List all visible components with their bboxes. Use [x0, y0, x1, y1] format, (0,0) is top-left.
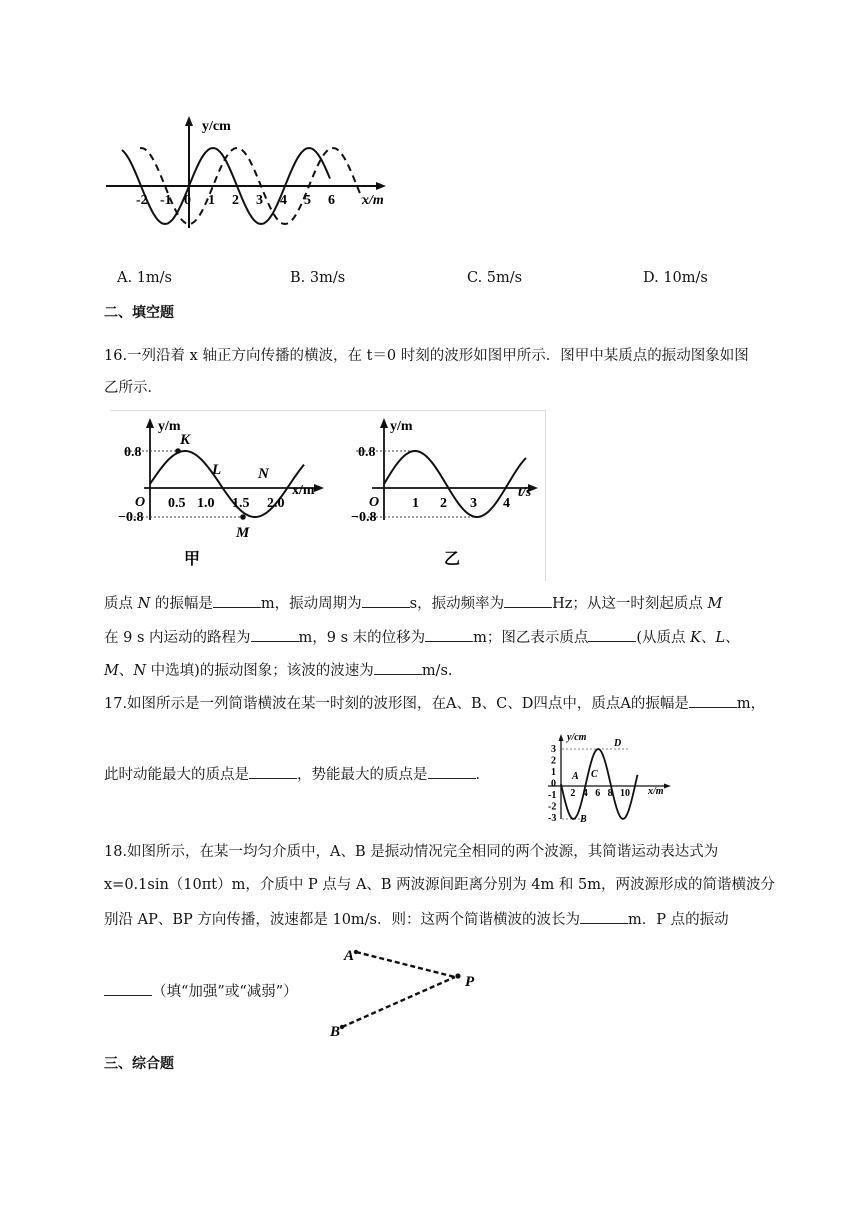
x-tick-label: -2: [136, 193, 148, 208]
yi-y-top: 0.8: [358, 445, 376, 460]
section-2-heading: 二、填空题: [104, 305, 174, 321]
q16-figure-yi: [346, 414, 546, 574]
answer-blank[interactable]: [588, 627, 636, 642]
answer-blank[interactable]: [428, 764, 476, 779]
q17-x-tick: 2: [570, 788, 576, 799]
jia-y-label: y/m: [158, 419, 181, 434]
q17-x-label: x/m: [648, 786, 664, 797]
jia-y-top: 0.8: [124, 445, 142, 460]
yi-tick: 3: [470, 496, 477, 511]
q18-line3: 别沿 AP、BP 方向传播，波速都是 10m/s．则：这两个简谐横波的波长为 m．P 点的振动: [104, 909, 729, 930]
point-k: K: [180, 432, 191, 448]
x-tick-label: 4: [280, 193, 287, 208]
option-d: D. 10m/s: [643, 270, 708, 286]
top-wave-figure: [100, 112, 400, 232]
q16-para-line2: 在 9 s 内运动的路程为 m，9 s 末的位移为 m；图乙表示质点 (从质点 K、L、: [104, 627, 740, 648]
x-tick-label: 6: [328, 193, 335, 208]
yi-tick: 4: [503, 496, 510, 511]
x-tick-label: 2: [232, 193, 239, 208]
q17-y-tick: 3: [551, 744, 556, 755]
answer-blank[interactable]: [213, 593, 261, 608]
answer-blank[interactable]: [249, 764, 297, 779]
answer-blank[interactable]: [251, 627, 299, 642]
q17-y-tick: 1: [551, 767, 556, 778]
source-b-label: B: [330, 1024, 341, 1040]
x-tick-label: 3: [256, 193, 263, 208]
point-m: M: [236, 525, 250, 541]
jia-y-bottom: −0.8: [118, 510, 144, 525]
answer-blank[interactable]: [504, 593, 552, 608]
y-axis-label: y/cm: [202, 119, 231, 134]
q17-point-a: A: [572, 771, 579, 782]
q17-y-tick: -3: [548, 813, 557, 824]
yi-tick: 1: [412, 496, 419, 511]
source-a-label: A: [344, 948, 355, 964]
answer-blank[interactable]: [425, 627, 473, 642]
q17-x-tick: 10: [620, 788, 630, 799]
q17-line1: 17.如图所示是一列简谐横波在某一时刻的波形图，在A、B、C、D四点中，质点A的振幅是 m，: [104, 693, 765, 714]
q16-figure-jia: [118, 414, 328, 574]
q16-para-line1: 质点 N 的振幅是 m，振动周期为 s，振动频率为 Hz；从这一时刻起质点 M: [104, 593, 722, 614]
q18-line1: 18.如图所示，在某一均匀介质中，A、B 是振动情况完全相同的两个波源，其简谐运动表达式为: [104, 844, 719, 860]
answer-blank[interactable]: [362, 593, 410, 608]
q17-point-d: D: [614, 738, 622, 749]
answer-blank[interactable]: [580, 909, 628, 924]
x-tick-label: 0: [184, 193, 191, 208]
point-n: N: [258, 466, 269, 482]
q18-line4: （填“加强”或“减弱”）: [104, 981, 298, 1002]
jia-tick: 1.5: [232, 496, 250, 511]
point-p-label: P: [465, 974, 475, 990]
q17-y-tick: 2: [551, 755, 556, 767]
q16-line2: 乙所示．: [104, 380, 162, 396]
jia-caption: 甲: [184, 551, 201, 568]
x-axis-label: x/m: [362, 193, 384, 208]
point-l: L: [212, 462, 222, 478]
jia-tick: 2.0: [267, 496, 285, 511]
yi-origin: O: [369, 495, 380, 510]
q17-point-c: C: [591, 769, 598, 780]
yi-tick: 2: [440, 496, 447, 511]
q17-y-tick: 0: [551, 778, 556, 790]
q17-line2: 此时动能最大的质点是 ，势能最大的质点是 ．: [104, 764, 490, 785]
yi-x-label: t/s: [518, 485, 532, 500]
section-3-heading: 三、综合题: [104, 1056, 174, 1072]
q16-para-line3: M、N 中选填)的振动图象；该波的波速为 m/s.: [104, 660, 453, 681]
q17-x-tick: 8: [607, 788, 613, 799]
yi-y-bottom: −0.8: [351, 510, 377, 525]
x-tick-label: -1: [160, 193, 172, 208]
x-tick-label: 1: [208, 193, 215, 208]
answer-blank[interactable]: [689, 693, 737, 708]
option-c: C. 5m/s: [467, 270, 523, 286]
x-tick-label: 5: [304, 193, 311, 208]
answer-blank[interactable]: [104, 981, 152, 996]
q17-y-label: y/cm: [567, 732, 587, 743]
answer-blank[interactable]: [374, 660, 422, 675]
q16-line1: 16.一列沿着 x 轴正方向传播的横波，在 t＝0 时刻的波形如图甲所示．图甲中某质点的振动图象如图: [104, 348, 749, 364]
q18-line2: x=0.1sin（10πt）m，介质中 P 点与 A、B 两波源间距离分别为 4m 和 5m，两波源形成的简谐横波分: [104, 877, 775, 893]
q17-point-b: B: [580, 814, 587, 825]
yi-caption: 乙: [444, 551, 461, 568]
q17-y-tick: -2: [548, 801, 557, 813]
q17-y-tick: -1: [548, 790, 557, 801]
option-a: A. 1m/s: [117, 270, 172, 286]
jia-tick: 0.5: [168, 496, 186, 511]
q17-figure: [540, 729, 680, 825]
jia-origin: O: [135, 495, 146, 510]
jia-x-label: x/m: [292, 483, 315, 498]
q17-x-tick: 6: [595, 788, 601, 799]
option-b: B. 3m/s: [290, 270, 346, 286]
q17-x-tick: 4: [582, 788, 588, 799]
yi-y-label: y/m: [390, 419, 413, 434]
q18-figure: [322, 940, 492, 1040]
jia-tick: 1.0: [197, 496, 215, 511]
